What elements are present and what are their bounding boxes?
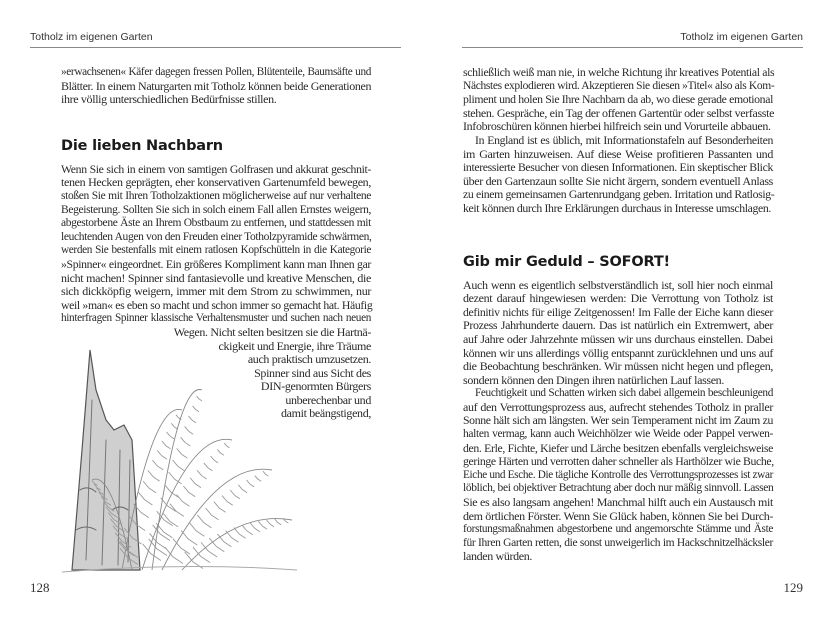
text-line: Sonne hält sich am längsten. Wer sein Temperament nicht im Zaum zu (463, 414, 773, 428)
header-rule (462, 47, 803, 48)
running-head: Totholz im eigenen Garten (30, 31, 153, 43)
text-line: dem örtlichen Förster. Wenn Sie Glück haben, können Sie bei Durch- (463, 508, 773, 523)
text-line: nicht machen! Spinner sind fantasievolle und kreative Menschen, die (61, 270, 371, 285)
text-line: leuchtenden Augen von den Freuden einer Totholzpyramide schwärmen, (61, 230, 372, 243)
text-line: weil »man« es eben so macht und schon immer so gemacht hat. Häufig (61, 298, 373, 312)
text-line: können wir uns allerdings völlig entspannt zurücklehnen und uns auf (463, 345, 773, 360)
text-line: Blätter. In einem Naturgarten mit Totholz können beide Generationen (61, 78, 372, 93)
text-line: über den Gartenzaun sollte Sie nicht ärgern, sondern eventuell Anlass (463, 173, 773, 188)
paragraph (61, 163, 371, 326)
paragraph (463, 134, 773, 216)
left-page (0, 0, 417, 640)
paragraph (463, 279, 773, 388)
text-line: ckigkeit und Energie, ihre Träume (218, 338, 371, 353)
text-line: DIN-genormten Bürgers (260, 379, 371, 394)
section-heading: Gib mir Geduld – SOFORT! (463, 253, 670, 270)
text-line: keit können durch Ihre Erklärungen durchaus in Interesse umschlagen. (463, 201, 772, 215)
text-line: löblich, bei objektiver Betrachtung aber doch nur mäßig sinnvoll. Lassen (463, 482, 774, 495)
text-line: landen würden. (463, 549, 533, 564)
section-heading: Die lieben Nachbarn (61, 137, 223, 154)
text-line: Wenn Sie sich in einem von samtigen Golfrasen und akkurat geschnit- (61, 162, 371, 176)
header-rule (30, 47, 401, 48)
text-line: im Garten hinzuweisen. Auf diese Weise profitieren Passanten und (463, 146, 773, 161)
text-line: hinterfragen Spinner klassische Verhaltensmuster und suchen nach neuen (61, 312, 371, 325)
text-line: ihre völlig unterschiedlichen Bedürfnisse stillen. (61, 92, 277, 107)
text-line: definitiv nichts für eilige Zeitgenossen! Im Falle der Eiche kann dieser (463, 305, 773, 319)
fern-tree-stump-illustration (62, 330, 302, 575)
right-page (418, 0, 835, 640)
text-line: forstungsmaßnahmen abgestorbene und angemorschte Stämme und Äste (463, 523, 773, 536)
text-line: dezent darauf hingewiesen werden: Die Verrottung von Totholz ist (463, 291, 773, 306)
fern-frond (182, 519, 292, 570)
text-line: Feuchtigkeit und Schatten wirken sich dabei allgemein beschleunigend (475, 387, 773, 400)
page-number: 129 (783, 580, 803, 595)
text-line: abgestorbene Äste an Ihrem Obstbaum zu entfernen, und stattdessen mit (61, 217, 371, 230)
text-line: für Ihren Garten retten, die sonst unweigerlich im Hackschnitzelhäcksler (463, 536, 773, 549)
text-line: Wegen. Nicht selten besitzen sie die Hartnä- (173, 324, 371, 339)
text-line: stehen. Gespräche, ein Tag der offenen Gartentür oder selbst verfasste (463, 105, 775, 120)
text-line: Nächstes explodieren wird. Akzeptieren Sie diesen »Titel« also als Kom- (463, 79, 775, 92)
paragraph (463, 66, 773, 134)
text-line: Spinner sind aus Sicht des (254, 365, 371, 380)
text-line: Auch wenn es eigentlich selbstverständlich ist, soll hier noch einmal (463, 277, 773, 292)
text-line: Eiche und Esche. Die tägliche Kontrolle des Verrottungsprozesses ist zwar (463, 468, 773, 481)
text-line: Begeisterung. Sollten Sie sich in solch einem Fall allen Ernstes weigern, (61, 203, 371, 216)
page-number: 128 (30, 580, 50, 595)
text-line: In England ist es üblich, mit Informationstafeln auf Besonderheiten (475, 133, 773, 147)
text-line: interessierte Besucher von diesen Informationen. Ein skeptischer Blick (463, 161, 773, 175)
text-line: »erwachsenen« Käfer dagegen fressen Pollen, Blütenteile, Baumsäfte und (61, 66, 371, 78)
text-line: geringe Härten und verrotten daher schneller als Harthölzer wie Buche, (463, 455, 774, 469)
text-line: sich dickköpfig weigern, immer mit dem Strom zu schwimmen, nur (61, 284, 371, 299)
paragraph (61, 66, 371, 107)
text-line: auch praktisch umzusetzen. (247, 352, 371, 367)
fern-frond (162, 469, 272, 570)
right-body-text (463, 66, 773, 564)
text-line: sondern können den Dingen ihren natürlichen Lauf lassen. (463, 372, 724, 387)
text-line: tenen Hecken geprägten, eher konservativen Gartenumfeld bewegen, (61, 175, 371, 190)
text-line: Prozess Jahrhunderte dauern. Das ist natürlich ein Extremwert, aber (463, 318, 773, 333)
text-line: auf den Verrottungsprozess aus, aufrecht stehendes Totholz in praller (463, 399, 773, 414)
text-line: pliment und holen Sie Ihre Nachbarn da ab, wo diese gerade emotional (463, 93, 773, 107)
text-line: Sie es also langsam angehen! Manchmal hilft auch ein Austausch mit (463, 495, 773, 510)
text-line: damit beängstigend, (281, 406, 371, 421)
text-line: Infobroschüren können hierbei hilfreich sein und Vorurteile abbauen. (463, 119, 771, 134)
paragraph (463, 387, 773, 564)
text-line: stoßen Sie mit Ihren Totholzaktionen möglicherweise auf nur verhaltene (61, 189, 371, 202)
text-line: unberechenbar und (285, 392, 371, 407)
running-head: Totholz im eigenen Garten (680, 31, 803, 43)
text-line: halten vermag, kann auch Weichhölzer wie Weide oder Pappel verwen- (463, 428, 773, 441)
text-line: den. Erle, Fichte, Kiefer und Lärche besitzen ebenfalls vergleichsweise (463, 441, 773, 455)
text-line: die Beobachtung beschränken. Wir müssen nicht hegen und pflegen, (463, 359, 773, 374)
text-line: zu einem gemeinsamen Gartenrundgang geben. Irritation und Ratlosig- (463, 188, 775, 202)
text-line: werden Sie bestenfalls mit einem ratlosen Kopfschütteln in die Kategorie (61, 244, 371, 257)
text-line: schließlich weiß man nie, in welche Richtung ihr kreatives Potential als (463, 66, 775, 79)
text-line: auf Jahre oder Jahrzehnte müssen wir uns durchaus einstellen. Dabei (463, 331, 773, 346)
text-line: »Spinner« eingeordnet. Ein größeres Kompliment kann man Ihnen gar (61, 257, 371, 271)
